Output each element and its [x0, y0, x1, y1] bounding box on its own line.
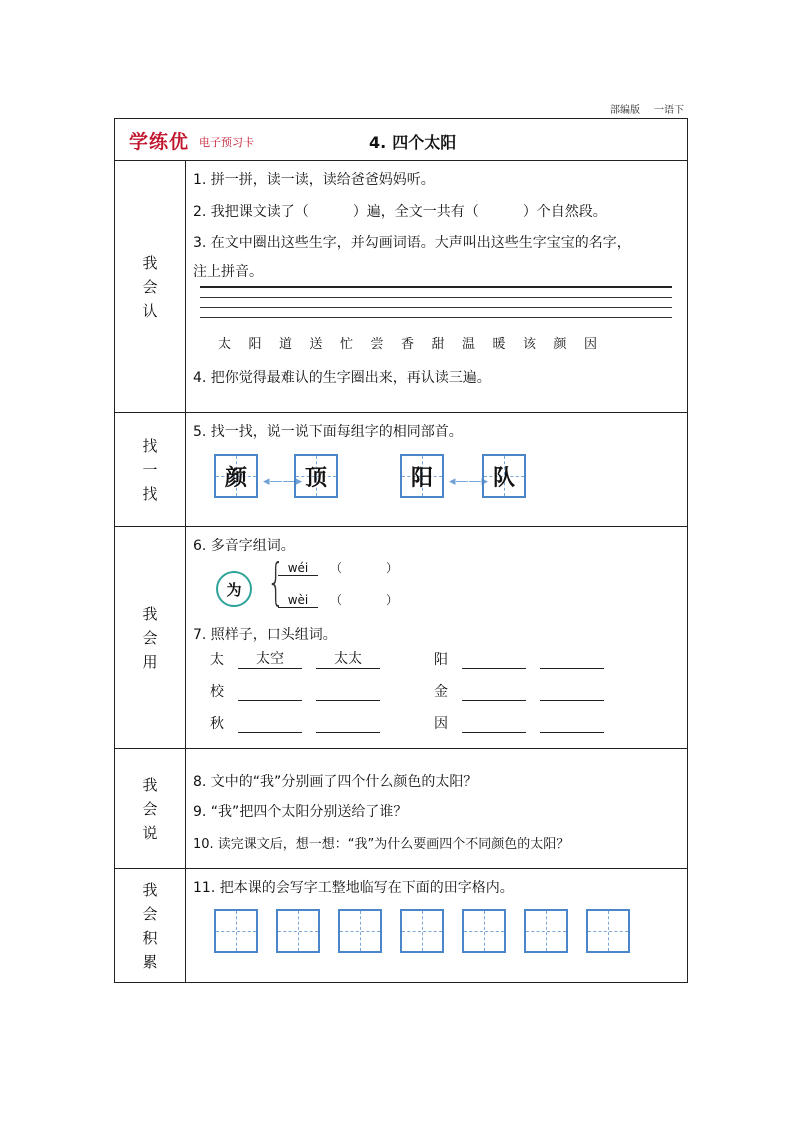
section-label: 我 会 用 [115, 527, 186, 748]
preview-card [114, 118, 688, 983]
question-7: 7. 照样子，口头组词。 [193, 627, 337, 643]
char-box: 颜 [214, 454, 258, 498]
double-arrow-icon: ◂——▸ [263, 474, 303, 489]
lesson-title [369, 130, 456, 153]
char-box: 顶 [294, 454, 338, 498]
new-characters-list: 太 阳 道 送 忙 尝 香 甜 温 暖 该 颜 因 [218, 337, 598, 352]
double-arrow-icon: ◂——▸ [449, 474, 489, 489]
char-box: 阳 [400, 454, 444, 498]
grade-label: 一语下 [654, 105, 684, 116]
question-9: 9. “我”把四个太阳分别送给了谁？ [193, 804, 408, 820]
section-label: 我 会 说 [115, 749, 186, 868]
word-blank[interactable] [540, 683, 604, 701]
writing-grid-box[interactable] [586, 909, 630, 953]
edition-label: 部编版 [610, 105, 640, 116]
word-blank[interactable] [540, 715, 604, 733]
word-blank[interactable] [238, 715, 302, 733]
question-5: 5. 找一找，说一说下面每组字的相同部首。 [193, 424, 463, 440]
word-blank[interactable]: 太太 [316, 651, 380, 669]
question-2: 2. 我把课文读了（ ）遍，全文一共有（ ）个自然段。 [193, 204, 607, 220]
word-blank[interactable] [316, 683, 380, 701]
word-blank[interactable]: 太空 [238, 651, 302, 669]
brand-logo: 学练优 [129, 131, 190, 153]
question-6: 6. 多音字组词。 [193, 538, 295, 554]
section-label: 我 会 积 累 [115, 869, 186, 982]
word-row: 金 [434, 681, 604, 701]
card-header [115, 119, 687, 160]
word-row: 校 [210, 681, 380, 701]
writing-grid-box[interactable] [400, 909, 444, 953]
word-blank[interactable] [462, 683, 526, 701]
edition-info [610, 101, 684, 116]
section-use [115, 526, 687, 748]
word-row: 太 太空 太太 [210, 649, 380, 669]
word-row: 秋 [210, 713, 380, 733]
polyphone-char: 为 [216, 571, 252, 607]
char-box: 队 [482, 454, 526, 498]
lesson-number: 4. [369, 133, 387, 152]
question-8: 8. 文中的“我”分别画了四个什么颜色的太阳？ [193, 774, 478, 790]
writing-grid-box[interactable] [462, 909, 506, 953]
section-label: 我 会 认 [115, 161, 186, 412]
word-row: 阳 [434, 649, 604, 669]
question-4: 4. 把你觉得最难认的生字圈出来，再认读三遍。 [193, 370, 491, 386]
question-3-line2: 注上拼音。 [193, 264, 263, 280]
word-blank[interactable] [462, 651, 526, 669]
section-find [115, 412, 687, 526]
writing-grid-box[interactable] [338, 909, 382, 953]
section-speak [115, 748, 687, 868]
brand-subtitle: 电子预习卡 [199, 136, 254, 149]
lesson-title-text: 四个太阳 [392, 133, 457, 152]
section-recognize [115, 160, 687, 412]
word-blank[interactable] [238, 683, 302, 701]
section-label: 找 一 找 [115, 413, 186, 526]
pinyin-writing-lines[interactable] [200, 286, 672, 327]
pinyin-wei2: wéi （ ） [278, 559, 398, 576]
question-10: 10. 读完课文后，想一想：“我”为什么要画四个不同颜色的太阳？ [193, 837, 570, 852]
question-11: 11. 把本课的会写字工整地临写在下面的田字格内。 [193, 880, 514, 896]
word-blank[interactable] [462, 715, 526, 733]
pinyin-wei4: wèi （ ） [278, 591, 398, 608]
writing-grid-box[interactable] [276, 909, 320, 953]
section-accumulate [115, 868, 687, 982]
word-blank[interactable] [540, 651, 604, 669]
question-1: 1. 拼一拼，读一读，读给爸爸妈妈听。 [193, 172, 435, 188]
writing-grid-box[interactable] [214, 909, 258, 953]
word-blank[interactable] [316, 715, 380, 733]
brace-icon: { [267, 553, 285, 611]
word-row: 因 [434, 713, 604, 733]
question-3-line1: 3. 在文中圈出这些生字，并勾画词语。大声叫出这些生字宝宝的名字， [193, 235, 631, 251]
writing-grid-box[interactable] [524, 909, 568, 953]
